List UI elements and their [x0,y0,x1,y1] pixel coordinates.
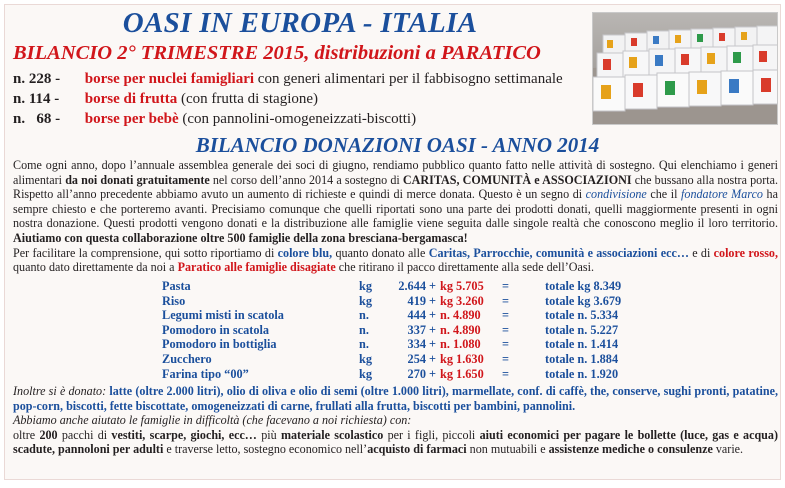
text-run: latte (oltre 2.000 litri), olio di oliva e olio di semi (oltre 1.000 litri), marmellate, conf. di caffè, the, conserve, sughi pronti, patatine, pop-corn, biscotti, fette biscottate, omogeneizzati di carne, frullati alla frutta, biscotti per bambini, pannolini. [13,384,778,413]
families-help-list [13,428,778,457]
blue-value: 334 [407,337,426,352]
item-name: Farina tipo “00” [162,366,249,381]
equals-sign: = [502,337,510,352]
equals-sign: = [502,351,510,366]
item-unit: n. [359,322,369,337]
text-run: acquisto di farmaci [367,442,467,457]
text-run: nel corso dell’anno 2014 a sostegno di [209,172,403,187]
text-run: più [256,427,281,442]
bag-count: n. 114 - [13,91,60,107]
equals-sign: = [502,322,510,337]
item-unit: n. [359,308,369,323]
bag-kind: borse per bebè [84,111,179,127]
item-name: Pomodoro in scatola [162,322,270,337]
bag-list [13,69,563,129]
text-run: quanto donato alle [332,245,429,260]
footer-text [13,384,778,457]
text-run: non mutuabili e [466,442,549,457]
plus-sign: + [429,337,437,352]
red-value: kg 5.705 [440,279,484,293]
text-run: che ritirano il pacco direttamente alla sede dell’Oasi. [335,260,594,275]
text-run: colore blu, [277,245,333,260]
intro-paragraph [13,158,778,246]
red-value: n. 1.080 [440,337,481,352]
blue-value: 337 [407,322,426,337]
item-name: Pasta [162,279,191,293]
text-run: Caritas, Parrocchie, comunità e associazioni ecc… [428,245,689,260]
bag-item-baby [13,109,563,129]
text-run: condivisione [585,187,647,202]
item-unit: kg [359,293,372,308]
bag-desc: con generi alimentari per il fabbisogno settimanale [257,71,563,87]
blue-value: 270 [407,366,426,381]
red-value: kg 3.260 [440,293,484,308]
text-run: colore rosso, [713,245,778,260]
text-run: che bussano alla nostra porta. Rispetto all’anno precedente abbiamo avuto un aumento di richieste e quindi di merce donata. Questo è un segno di [13,172,778,202]
text-run: e traverse letto, sostegno economico nell’ [163,442,368,457]
total-value: totale n. 1.920 [545,366,619,381]
text-run: Come ogni anno, dopo l’annuale assemblea generale dei soci di giugno, rendiamo pubblico quanto fatto nelle attività di sostegno. Qui elenchiamo i generi alimentari [13,158,778,187]
total-value: totale n. 1.884 [545,351,619,366]
bag-desc: (con frutta di stagione) [181,91,319,107]
blue-value: 2.644 [398,279,426,293]
text-run: e di [688,245,714,260]
plus-sign: + [429,293,437,308]
bag-count: n. 68 - [13,111,61,127]
item-name: Zucchero [162,351,212,366]
bag-kind: borse per nuclei famigliari [84,71,255,87]
text-run: Aiutiamo con questa collaborazione oltre 500 famiglie della zona bresciana-bergamasca! [13,230,468,245]
text-run: pacchi di [57,427,112,442]
food-bags-photo [592,12,778,125]
bag-item-fruit [13,89,563,109]
blue-value: 254 [407,351,426,366]
blue-value: 444 [407,308,426,323]
item-unit: kg [359,279,372,293]
item-name: Riso [162,293,186,308]
legend-paragraph [13,246,778,275]
item-unit: kg [359,351,372,366]
text-run: ha sempre chiesto e che porteremo avanti. Precisiamo comunque che quelli riportati sono una parte dei prodotti donati, quelli maggiormente presenti in ogni nostra donazione. Questi prodotti vengono donati e la distribuzione alle famiglie viene seguita dalle singole realtà che conoscono meglio il loro territorio. [13,187,778,231]
equals-sign: = [502,279,510,293]
page [4,4,781,480]
text-run: per i figli, piccoli [383,427,480,442]
plus-sign: + [429,308,437,323]
total-value: totale kg 8.349 [545,279,622,293]
plus-sign: + [429,322,437,337]
bag-count: n. 228 - [13,71,61,87]
equals-sign: = [502,293,510,308]
text-run: Inoltre si è donato: [13,384,110,398]
families-help-intro: Abbiamo anche aiutato le famiglie in difficoltà (che facevano a noi richiesta) con: [13,413,412,428]
text-run: fondatore Marco [681,187,763,202]
red-value: n. 4.890 [440,308,481,323]
other-donations [13,384,778,413]
text-run: CARITAS, COMUNITÀ e ASSOCIAZIONI [402,172,632,187]
bag-desc: (con pannolini-omogeneizzati-biscotti) [182,111,417,127]
equals-sign: = [502,366,510,381]
blue-value: 419 [407,293,426,308]
text-run: che il [646,187,682,202]
text-run: quanto dato direttamente da noi a [13,260,178,275]
text-run: varie. [712,442,744,457]
text-run: aiuti economici per pagare le bollette (luce, gas e acqua) scadute, pannoloni per adulti [13,427,778,457]
red-value: n. 4.890 [440,322,481,337]
text-run: da noi donati gratuitamente [65,172,210,187]
red-value: kg 1.650 [440,366,484,381]
total-value: totale n. 1.414 [545,337,619,352]
text-run: vestiti, scarpe, giochi, ecc… [111,427,257,442]
plus-sign: + [429,351,437,366]
bag-kind: borse di frutta [84,91,178,107]
item-name: Pomodoro in bottiglia [162,337,277,352]
text-run: 200 [39,427,58,442]
text-run: Per facilitare la comprensione, qui sotto riportiamo di [13,245,278,260]
total-value: totale kg 3.679 [545,293,622,308]
bag-item-family [13,69,563,89]
text-run: materiale scolastico [280,427,384,442]
plus-sign: + [429,366,437,381]
equals-sign: = [502,308,510,323]
red-value: kg 1.630 [440,351,484,366]
item-name: Legumi misti in scatola [162,308,284,323]
total-value: totale n. 5.227 [545,322,619,337]
text-run: assistenze mediche o consulenze [548,442,713,457]
item-unit: kg [359,366,372,381]
item-unit: n. [359,337,369,352]
plus-sign: + [429,279,437,293]
subtitle: BILANCIO 2° TRIMESTRE 2015, distribuzioni a PARATICO [13,42,541,64]
total-value: totale n. 5.334 [545,308,619,323]
text-run: oltre [13,427,40,442]
section-title: BILANCIO DONAZIONI OASI - ANNO 2014 [195,133,600,157]
intro-text [13,158,778,275]
main-title: OASI IN EUROPA - ITALIA [122,7,478,39]
text-run: Paratico alle famiglie disagiate [177,260,336,275]
